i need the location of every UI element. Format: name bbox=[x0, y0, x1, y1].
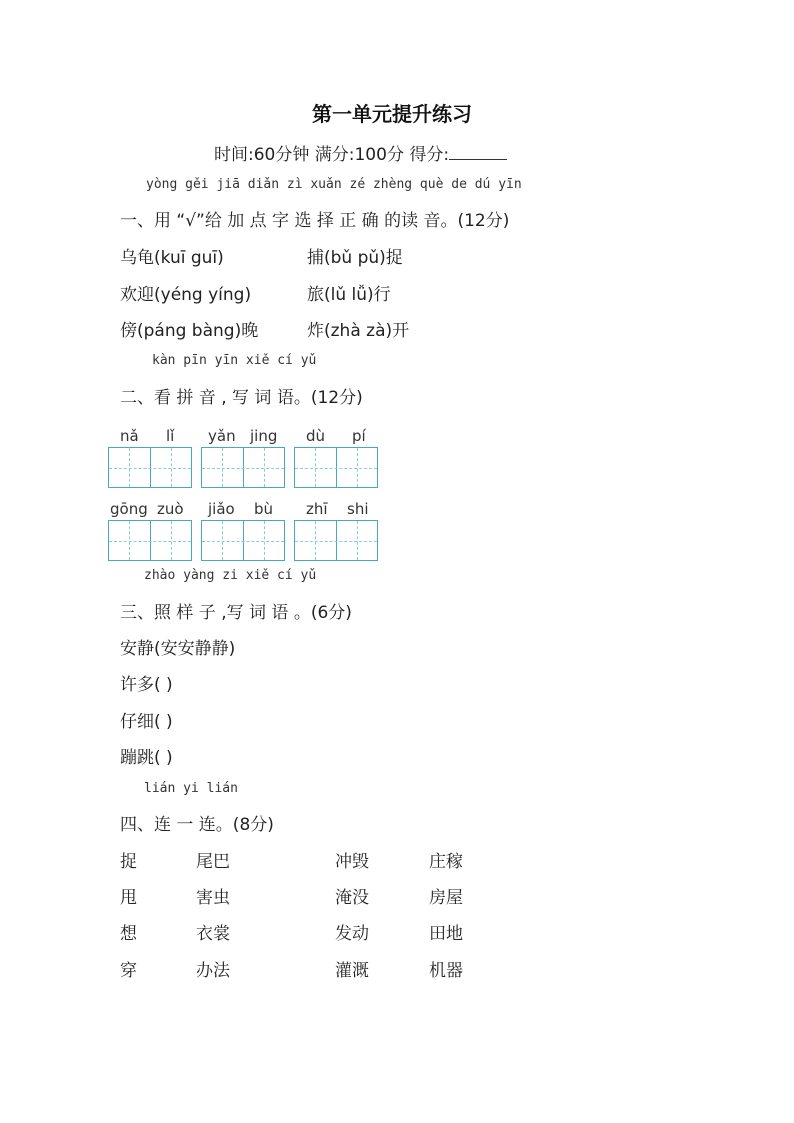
match-col3-item[interactable]: 发动 bbox=[335, 924, 369, 944]
grid-row1-pinyin: dù bbox=[306, 427, 326, 445]
section1-row1-right: 捕(bǔ pǔ)捉 bbox=[307, 248, 403, 268]
grid-row2-pinyin: zhī bbox=[306, 500, 328, 518]
match-col1-item[interactable]: 想 bbox=[120, 924, 137, 944]
section4-pinyin: lián yi lián bbox=[144, 781, 238, 796]
grid-row1-pinyin: pí bbox=[352, 427, 366, 445]
section3-item[interactable]: 蹦跳( ) bbox=[120, 748, 173, 768]
match-col2-item[interactable]: 害虫 bbox=[196, 888, 230, 908]
match-col1-item[interactable]: 甩 bbox=[120, 888, 137, 908]
grid-row2-pinyin: jiǎo bbox=[208, 500, 235, 518]
section1-heading: 一、用 “√”给 加 点 字 选 择 正 确 的读 音。(12分) bbox=[120, 211, 510, 231]
page-title: 第一单元提升练习 bbox=[312, 102, 472, 126]
match-col3-item[interactable]: 冲毁 bbox=[335, 852, 369, 872]
match-col1-item[interactable]: 捉 bbox=[120, 852, 137, 872]
grid-row1-pinyin: jing bbox=[250, 427, 278, 445]
section2-pinyin: kàn pīn yīn xiě cí yǔ bbox=[152, 353, 317, 368]
exam-meta-text: 时间:60分钟 满分:100分 得分: bbox=[214, 145, 450, 165]
grid-row1-pinyin: lǐ bbox=[166, 427, 175, 445]
section3-item[interactable]: 许多( ) bbox=[120, 675, 173, 695]
writing-grid[interactable] bbox=[108, 447, 192, 488]
grid-row2-pinyin: shi bbox=[347, 500, 369, 518]
writing-grid[interactable] bbox=[294, 447, 378, 488]
writing-grid[interactable] bbox=[108, 520, 192, 561]
score-blank bbox=[449, 143, 507, 160]
grid-row1-pinyin: nǎ bbox=[120, 427, 139, 445]
match-col3-item[interactable]: 灌溉 bbox=[335, 961, 369, 981]
match-col3-item[interactable]: 淹没 bbox=[335, 888, 369, 908]
section1-row3-left: 傍(páng bàng)晚 bbox=[120, 321, 259, 341]
match-col4-item[interactable]: 田地 bbox=[429, 924, 463, 944]
match-col4-item[interactable]: 庄稼 bbox=[429, 852, 463, 872]
match-col2-item[interactable]: 尾巴 bbox=[196, 852, 230, 872]
match-col2-item[interactable]: 衣裳 bbox=[196, 924, 230, 944]
grid-row1-pinyin: yǎn bbox=[208, 427, 236, 445]
writing-grid[interactable] bbox=[294, 520, 378, 561]
writing-grid[interactable] bbox=[201, 520, 285, 561]
section3-pinyin: zhào yàng zi xiě cí yǔ bbox=[144, 568, 317, 583]
section1-row3-right: 炸(zhà zà)开 bbox=[307, 321, 410, 341]
grid-row2-pinyin: zuò bbox=[157, 500, 184, 518]
section1-row2-right: 旅(lǔ lǚ)行 bbox=[307, 285, 391, 305]
writing-grid[interactable] bbox=[201, 447, 285, 488]
section3-item[interactable]: 仔细( ) bbox=[120, 712, 173, 732]
section1-row2-left: 欢迎(yéng yíng) bbox=[120, 285, 252, 305]
grid-row2-pinyin: bù bbox=[254, 500, 274, 518]
match-col1-item[interactable]: 穿 bbox=[120, 961, 137, 981]
section2-heading: 二、看 拼 音 , 写 词 语。(12分) bbox=[120, 388, 363, 408]
match-col4-item[interactable]: 房屋 bbox=[429, 888, 463, 908]
section1-row1-left: 乌龟(kuī guī) bbox=[120, 248, 224, 268]
match-col2-item[interactable]: 办法 bbox=[196, 961, 230, 981]
exam-meta bbox=[214, 140, 507, 165]
grid-row2-pinyin: gōng bbox=[110, 500, 148, 518]
section3-example: 安静(安安静静) bbox=[120, 639, 236, 659]
section4-heading: 四、连 一 连。(8分) bbox=[120, 815, 274, 835]
section3-heading: 三、照 样 子 ,写 词 语 。(6分) bbox=[120, 603, 352, 623]
section1-pinyin: yòng gěi jiā diǎn zì xuǎn zé zhèng què de dú yīn bbox=[146, 177, 522, 192]
match-col4-item[interactable]: 机器 bbox=[429, 961, 463, 981]
